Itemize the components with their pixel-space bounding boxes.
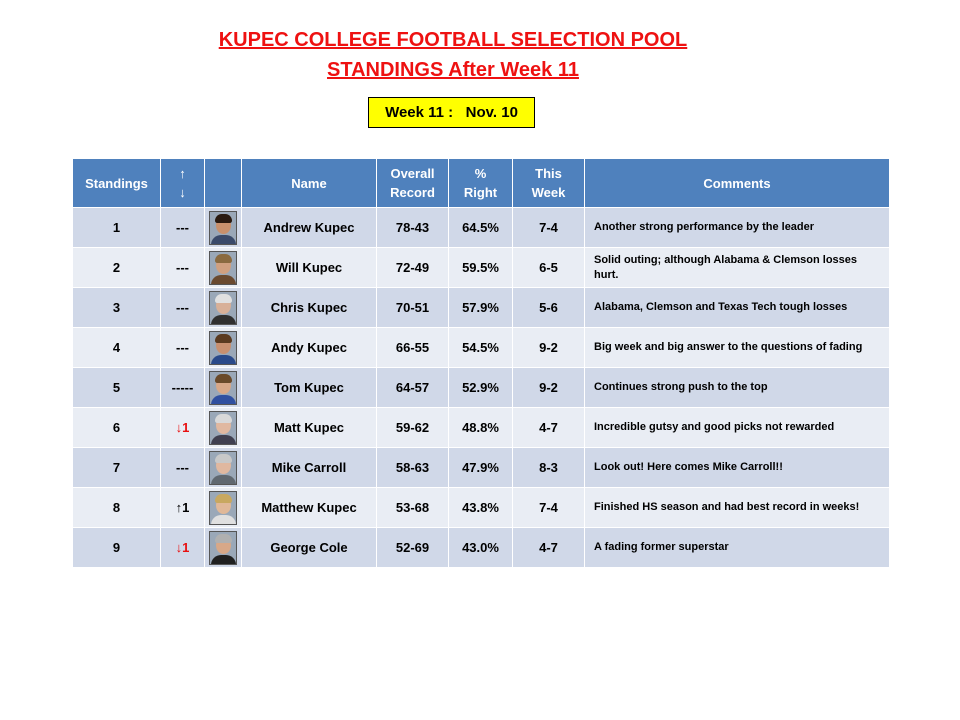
pct-right-cell: 43.0% <box>449 528 513 568</box>
andy-kupec-photo <box>209 331 237 365</box>
comment-cell: Finished HS season and had best record in weeks! <box>585 488 890 528</box>
photo-cell <box>205 328 242 368</box>
table-row <box>73 488 890 528</box>
movement-cell: --- <box>161 208 205 248</box>
rank-cell: 1 <box>73 208 161 248</box>
header-this-week: This Week <box>513 159 585 208</box>
photo-cell <box>205 448 242 488</box>
name-cell: George Cole <box>242 528 377 568</box>
name-cell: Andrew Kupec <box>242 208 377 248</box>
photo-cell <box>205 408 242 448</box>
comment-cell: Big week and big answer to the questions of fading <box>585 328 890 368</box>
record-cell: 53-68 <box>377 488 449 528</box>
pct-right-cell: 59.5% <box>449 248 513 288</box>
table-header-row <box>73 159 890 208</box>
pct-right-cell: 43.8% <box>449 488 513 528</box>
header-overall-record: Overall Record <box>377 159 449 208</box>
page-subtitle: STANDINGS After Week 11 <box>327 59 579 81</box>
this-week-cell: 6-5 <box>513 248 585 288</box>
header-pct-right: % Right <box>449 159 513 208</box>
this-week-cell: 7-4 <box>513 208 585 248</box>
table-row <box>73 448 890 488</box>
rank-cell: 9 <box>73 528 161 568</box>
rank-cell: 6 <box>73 408 161 448</box>
record-cell: 70-51 <box>377 288 449 328</box>
this-week-cell: 7-4 <box>513 488 585 528</box>
comment-cell: A fading former superstar <box>585 528 890 568</box>
rank-cell: 5 <box>73 368 161 408</box>
movement-cell: --- <box>161 328 205 368</box>
table-row <box>73 208 890 248</box>
this-week-cell: 9-2 <box>513 368 585 408</box>
page-title: KUPEC COLLEGE FOOTBALL SELECTION POOL <box>218 29 688 51</box>
mike-carroll-photo <box>209 451 237 485</box>
name-cell: Chris Kupec <box>242 288 377 328</box>
photo-cell <box>205 368 242 408</box>
comment-cell: Continues strong push to the top <box>585 368 890 408</box>
name-cell: Mike Carroll <box>242 448 377 488</box>
name-cell: Will Kupec <box>242 248 377 288</box>
table-row <box>73 288 890 328</box>
this-week-cell: 8-3 <box>513 448 585 488</box>
comment-cell: Look out! Here comes Mike Carroll!! <box>585 448 890 488</box>
pct-right-cell: 57.9% <box>449 288 513 328</box>
table-row <box>73 328 890 368</box>
pct-right-cell: 52.9% <box>449 368 513 408</box>
photo-cell <box>205 288 242 328</box>
record-cell: 52-69 <box>377 528 449 568</box>
andrew-kupec-photo <box>209 211 237 245</box>
comment-cell: Another strong performance by the leader <box>585 208 890 248</box>
record-cell: 64-57 <box>377 368 449 408</box>
photo-cell <box>205 248 242 288</box>
movement-cell: --- <box>161 448 205 488</box>
comment-cell: Alabama, Clemson and Texas Tech tough losses <box>585 288 890 328</box>
up-arrow-icon: ↑ <box>179 166 186 181</box>
matt-kupec-photo <box>209 411 237 445</box>
rank-cell: 8 <box>73 488 161 528</box>
this-week-cell: 4-7 <box>513 408 585 448</box>
comment-cell: Incredible gutsy and good picks not rewarded <box>585 408 890 448</box>
name-cell: Tom Kupec <box>242 368 377 408</box>
header-name: Name <box>242 159 377 208</box>
this-week-cell: 5-6 <box>513 288 585 328</box>
name-cell: Andy Kupec <box>242 328 377 368</box>
movement-cell: ↓1 <box>161 528 205 568</box>
record-cell: 72-49 <box>377 248 449 288</box>
record-cell: 59-62 <box>377 408 449 448</box>
photo-cell <box>205 208 242 248</box>
photo-cell <box>205 528 242 568</box>
chris-kupec-photo <box>209 291 237 325</box>
rank-cell: 4 <box>73 328 161 368</box>
rank-cell: 2 <box>73 248 161 288</box>
tom-kupec-photo <box>209 371 237 405</box>
photo-cell <box>205 488 242 528</box>
this-week-cell: 4-7 <box>513 528 585 568</box>
table-row <box>73 248 890 288</box>
week-label: Week 11 : Nov. 10 <box>368 97 535 128</box>
pct-right-cell: 54.5% <box>449 328 513 368</box>
pct-right-cell: 64.5% <box>449 208 513 248</box>
table-row <box>73 528 890 568</box>
down-arrow-icon: ↓ <box>179 185 186 200</box>
movement-cell: ↑1 <box>161 488 205 528</box>
movement-cell: ↓1 <box>161 408 205 448</box>
this-week-cell: 9-2 <box>513 328 585 368</box>
will-kupec-photo <box>209 251 237 285</box>
standings-table <box>72 158 890 568</box>
table-row <box>73 368 890 408</box>
george-cole-photo <box>209 531 237 565</box>
movement-cell: --- <box>161 248 205 288</box>
header-photo <box>205 159 242 208</box>
header-movement <box>161 159 205 208</box>
movement-cell: --- <box>161 288 205 328</box>
pct-right-cell: 47.9% <box>449 448 513 488</box>
comment-cell: Solid outing; although Alabama & Clemson losses hurt. <box>585 248 890 288</box>
matthew-kupec-photo <box>209 491 237 525</box>
record-cell: 58-63 <box>377 448 449 488</box>
movement-cell: ----- <box>161 368 205 408</box>
header-comments: Comments <box>585 159 890 208</box>
record-cell: 66-55 <box>377 328 449 368</box>
pct-right-cell: 48.8% <box>449 408 513 448</box>
rank-cell: 3 <box>73 288 161 328</box>
header-standings: Standings <box>73 159 161 208</box>
table-row <box>73 408 890 448</box>
name-cell: Matthew Kupec <box>242 488 377 528</box>
name-cell: Matt Kupec <box>242 408 377 448</box>
rank-cell: 7 <box>73 448 161 488</box>
record-cell: 78-43 <box>377 208 449 248</box>
